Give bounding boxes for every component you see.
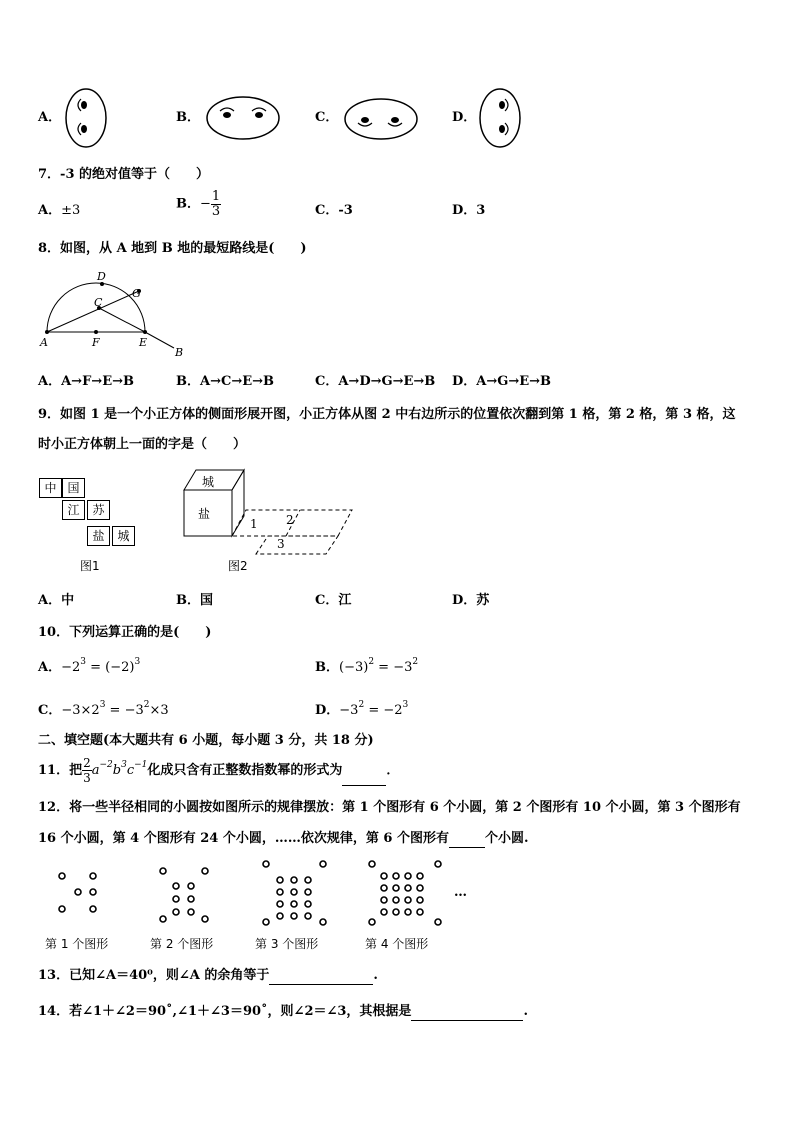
q8-option-b: B．A→C→E→B [176,374,274,389]
q8-option-a: A．A→F→E→B [38,374,134,389]
q9-net-cell-1: 中 [39,478,62,498]
q9-fig2-caption: 图2 [228,559,248,573]
q12-caption-1: 第 1 个图形 [45,937,109,951]
q10-option-d-formula: $-3^2 = -2^3$ [339,700,409,718]
q10-option-a [38,659,140,677]
q7-option-d-value: 3 [476,203,486,218]
q10-option-d-letter: D． [315,703,340,718]
q12-answer-blank[interactable] [449,834,485,848]
q7-option-a-value: ±3 [61,203,81,218]
q10-option-c-letter: C． [38,703,62,718]
q11-prefix: 11．把 [38,763,83,778]
q7-option-b-letter: B． [176,196,200,212]
q12-line2 [38,830,529,848]
q8-label-b: B [175,346,184,359]
q6-face-d-image [478,87,522,149]
q13-end: . [373,968,378,983]
q8-label-d: D [97,270,106,283]
q9-grid-label-1: 1 [250,517,258,531]
q7-option-d-letter: D． [452,203,477,218]
q6-option-d-label: D． [452,110,477,125]
q7-option-a-letter: A． [38,203,62,218]
q9-cube-front-text: 盐 [198,507,211,521]
q9-net-cell-4: 苏 [87,500,110,520]
q11-end: ． [386,763,400,778]
q10-option-c-formula: $-3\times 2^3 = -3^2\times 3$ [61,700,169,718]
q9-stem-line2: 时小正方体朝上一面的字是（ ） [38,437,247,452]
q13-answer-blank[interactable] [269,971,373,985]
q9-option-b: B．国 [176,593,213,608]
q6-face-b-image [205,95,281,141]
q8-label-e: E [139,336,148,349]
q9-cube-top-text: 城 [202,475,215,489]
q11-line [38,756,399,786]
q12-ellipsis: … [454,885,467,900]
q10-option-d [315,702,408,720]
q7-option-b-sign: − [200,196,211,212]
section-2-heading: 二、填空题(本大题共有 6 小题，每小题 3 分，共 18 分) [38,733,374,748]
q11-fraction: $\frac{2}{3}$ [83,756,91,785]
q12-caption-2: 第 2 个图形 [150,937,214,951]
q12-caption-4: 第 4 个图形 [365,937,429,951]
q7-option-b-denominator: 3 [211,204,221,219]
q10-option-c [38,702,169,720]
q9-fig1-caption: 图1 [80,559,100,573]
q11-answer-blank[interactable] [342,772,386,786]
q10-option-a-letter: A． [38,660,62,675]
q9-grid-label-2: 2 [286,513,294,527]
q9-stem-line1: 9．如图 1 是一个小正方体的侧面形展开图，小正方体从图 2 中右边所示的位置依次翻到第 1 格，第 2 格，第 3 格，这 [38,407,736,422]
q6-option-a-label: A． [38,110,62,125]
q8-label-a: A [40,336,48,349]
q10-option-a-formula: $-2^3 = (-2)^3$ [61,657,141,675]
q7-option-c [315,202,353,220]
q7-option-c-letter: C． [315,203,339,218]
q8-semicircle-figure [36,268,196,360]
q8-label-c: C [94,296,103,309]
q9-net-cell-3: 江 [62,500,85,520]
q12-circle-patterns [50,856,480,928]
q13-line [38,967,378,985]
q10-option-b [315,659,418,677]
q13-prefix: 13．已知∠A＝40⁰，则∠A 的余角等于 [38,968,270,983]
q8-label-g: G [132,287,141,300]
q7-option-b-numerator: 1 [211,189,221,204]
q7-option-d [452,202,485,220]
q14-prefix: 14．若∠1＋∠2＝90˚,∠1＋∠3＝90˚，则∠2＝∠3，其根据是 [38,1004,412,1019]
q9-net-cell-6: 城 [112,526,135,546]
q9-option-a: A．中 [38,593,75,608]
q7-stem: 7．-3 的绝对值等于（ ） [38,167,210,182]
q14-line [38,1003,528,1021]
q14-answer-blank[interactable] [411,1007,523,1021]
q11-expression: $a^{-2}b^3c^{-1}$ [91,760,148,778]
q6-option-c-label: C． [315,110,339,125]
q12-caption-3: 第 3 个图形 [255,937,319,951]
q8-option-c: C．A→D→G→E→B [315,374,436,389]
q10-option-b-letter: B． [315,660,339,675]
q7-option-b-fraction [211,190,221,219]
q11-suffix: 化成只含有正整数指数幂的形式为 [147,763,343,778]
q6-face-a-image [64,87,108,149]
q10-stem: 10．下列运算正确的是( ) [38,625,212,640]
q8-option-d: D．A→G→E→B [452,374,552,389]
q9-grid-label-3: 3 [277,537,285,551]
q6-option-b-label: B． [176,110,200,125]
q8-label-f: F [92,336,100,349]
q9-option-d: D．苏 [452,593,490,608]
q6-face-c-image [343,97,419,141]
q7-option-a [38,202,80,220]
q8-stem: 8．如图，从 A 地到 B 地的最短路线是( ) [38,241,307,256]
q7-option-b [176,190,221,219]
q9-net-cell-5: 盐 [87,526,110,546]
q9-net-cell-2: 国 [62,478,85,498]
q9-fig2-cube-figure [180,466,356,558]
q12-line1: 12．将一些半径相同的小圆按如图所示的规律摆放：第 1 个图形有 6 个小圆，第 2 个图形有 10 个小圆，第 3 个图形有 [38,800,741,815]
q10-option-b-formula: $(-3)^2 = -3^2$ [339,657,419,675]
q12-line2-b: 个小圆. [484,831,529,846]
q14-end: . [523,1004,528,1019]
q9-option-c: C．江 [315,593,352,608]
q7-option-c-value: -3 [338,203,353,218]
q12-line2-a: 16 个小圆，第 4 个图形有 24 个小圆，……依次规律，第 6 个图形有 [38,831,449,846]
